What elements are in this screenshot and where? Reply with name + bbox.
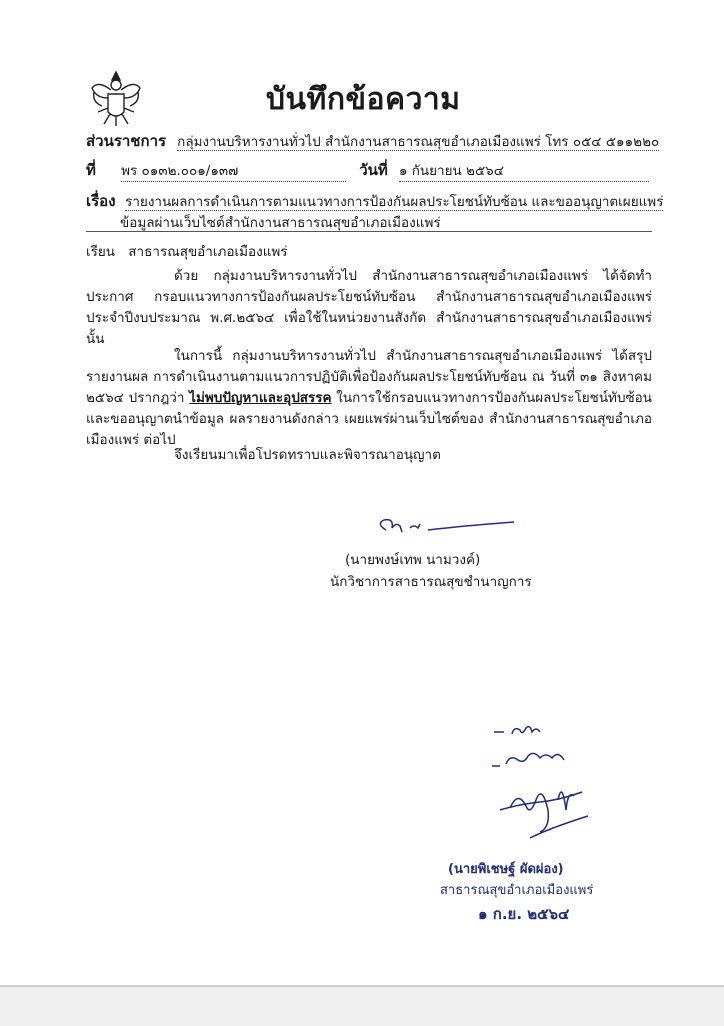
signature-1-icon [372,512,522,542]
number-date-row [86,158,696,178]
paragraph-2-highlight: ไม่พบปัญหาและอุปสรรค [189,390,332,406]
paragraph-2-text-b: ในการใช้กรอบแนวทางการป้องกันผลประโยชน์ทับซ้อน และขออนุญาตนำข้อมูล ผลรายงานดังกล่าว เผยแพร่ผ่านเว็บไซต์ของ สำนักงานสาธารณสุขอำเภอเมืองแพร่ ต่อไป [86,390,653,448]
approver-position: สาธารณสุขอำเภอเมืองแพร่ [440,883,594,898]
to-row [86,240,288,262]
garuda-emblem-icon [88,68,144,128]
closing-line: จึงเรียนมาเพื่อโปรดทราบและพิจารณาอนุญาต [174,447,441,463]
approver-name: (นายพิเชษฐ์ ผัดผ่อง) [448,862,564,877]
department-row [86,129,696,149]
paragraph-1 [86,266,652,350]
department-value: กลุ่มงานบริหารงานทั่วไป สำนักงานสาธารณสุขอำเภอเมืองแพร่ โทร ๐๕๔ ๕๑๑๒๒๐ [177,134,660,150]
department-label: ส่วนราชการ [86,132,167,150]
scan-border [0,985,724,1026]
signer-name: (นายพงษ์เทพ นามวงค์) [345,552,481,568]
date-value: ๑ กันยายน ๒๕๖๔ [399,159,649,182]
subject-label: เรื่อง [86,192,116,210]
subject-row [86,189,696,213]
divider [86,231,652,232]
approve-date: ๑ ก.ย. ๒๕๖๔ [478,905,570,923]
memo-title: บันทึกข้อความ [266,82,461,117]
to-label: เรียน [86,244,116,260]
handwritten-approval-icon [470,720,610,850]
to-value: สาธารณสุขอำเภอเมืองแพร่ [128,244,288,260]
paragraph-1-text: ด้วย กลุ่มงานบริหารงานทั่วไป สำนักงานสาธารณสุขอำเภอเมืองแพร่ ได้จัดทำประกาศ กรอบแนวทางการป้องกันผลประโยชน์ทับซ้อน สำนักงานสาธารณสุขอำเภอเมืองแพร่ ประจำปีงบประมาณ พ.ศ.๒๕๖๔ เพื่อใช้ในหน่วยงานสังกัด สำนักงานสาธารณสุขอำเภอเมืองแพร่ นั้น [86,268,652,347]
subject-line-1: รายงานผลการดำเนินการตามแนวทางการป้องกันผลประโยชน์ทับซ้อน และขออนุญาตเผยแพร่ [125,194,664,210]
date-label: วันที่ [359,161,388,179]
paragraph-2-text-a: ในการนี้ กลุ่มงานบริหารงานทั่วไป สำนักงานสาธารณสุขอำเภอเมืองแพร่ ได้สรุปรายงานผล การดำเนินงานตามแนวการปฏิบัติเพื่อป้องกันผลประโยชน์ทับซ้อน ณ วันที่ ๓๑ สิงหาคม ๒๕๖๔ ปรากฎว่า [86,348,652,406]
paragraph-2 [86,346,652,451]
number-label: ที่ [86,161,96,179]
subject-line-2: ข้อมูลผ่านเว็บไซต์สำนักงานสาธารณสุขอำเภอเมืองแพร่ [120,215,441,231]
number-value: พร ๐๑๓๒.๐๐๑/๑๓๗ [121,159,346,182]
signer-position: นักวิชาการสาธารณสุขชำนาญการ [330,574,532,590]
